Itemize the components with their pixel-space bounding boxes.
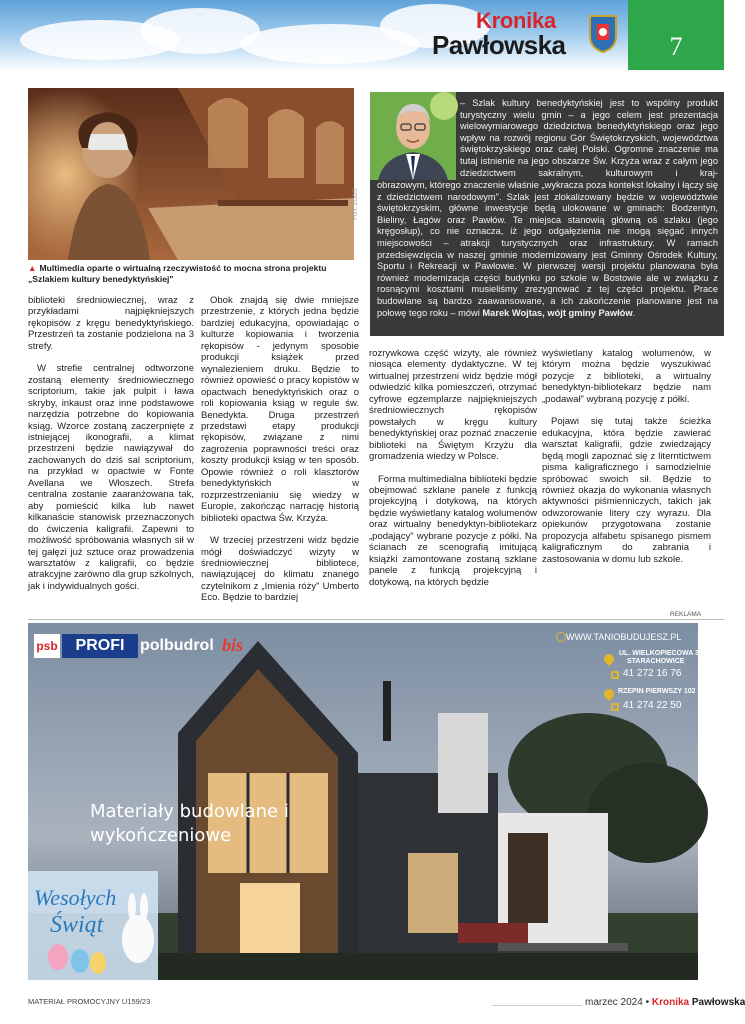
- store1-address-1: UL. WIELKOPIECOWA 3: [619, 650, 699, 657]
- paragraph: biblioteki średniowiecznej, wraz z przykładami najpiękniejszych rękopisów z kręgu benedyktyńskiego. Przestrzeń ta zostanie podzielona na 3 strefy.: [28, 295, 194, 352]
- ad-headline-line-1: Materiały budowlane i: [90, 801, 289, 822]
- polbudrol-logo: polbudrol: [140, 637, 214, 654]
- quote-end: .: [632, 307, 636, 318]
- globe-icon: [556, 632, 566, 642]
- photo-caption-text: Multimedia oparte o wirtualną rzeczywistość to mocna strona projektu „Szlakiem kultury benedyktyńskiej": [28, 263, 327, 284]
- portrait-photo: [370, 92, 456, 180]
- footer-issue: [585, 997, 745, 1008]
- paragraph: W trzeciej przestrzeni widz będzie mógł doświadczyć wizyty w średniowiecznej bibliotece, nawiązującej do klimatu znanego czytelnikom z „Imienia róży" Umberto Eco. Będzie to bardziej: [201, 535, 359, 604]
- vr-photo: [28, 88, 354, 260]
- photo-caption: [28, 263, 358, 285]
- ad-website: WWW.TANIOBUDUJESZ.PL: [566, 632, 682, 642]
- page-number: 7: [669, 32, 683, 61]
- phone-icon: [611, 703, 619, 711]
- ad-label: REKLAMA: [670, 611, 702, 618]
- store2-address: RZEPIN PIERWSZY 102: [618, 688, 696, 695]
- profi-logo: PROFI: [62, 634, 138, 658]
- paragraph: Obok znajdą się dwie mniejsze przestrzenie, z których jedna będzie bardziej edukacyjna, opowiadając o kulturze kopiowania i tworzenia rękopisów - jedynym sposobie produkcji książek przed wynalezieniem druku. Będzie to również opowieść o pracy kopistów w opactwach benedyktyńskich oraz o roli kopiowania ksiąg w regule św. Benedykta. Druga przestrzeń przedstawi etapy produkcji rękopisów, związane z nimi zagrożenia poprawności treści oraz koszty produkcji ksiąg w ten sposób. Opowie również o roli klasztorów benedyktyńskich w rozprzestrzenianiu się wiedzy w Europie, zakończąc narrację historią biblioteki opactwa Św. Krzyża.: [201, 295, 359, 524]
- easter-greeting-2: Świąt: [50, 912, 104, 938]
- polbudrol-bis-logo: bis: [222, 635, 244, 655]
- footer-brand-red: Kronika: [651, 997, 690, 1008]
- paragraph: wyświetlany katalog wolumenów, w którym można będzie wyszukiwać pozycje z biblioteki, a wirtualny benedyktyn-bibliotekarz będzie nam „podawał" wybraną pozycję z półki.: [542, 348, 711, 405]
- quote-text-top: – Szlak kultury benedyktyńskiej jest to wspólny produkt turystyczny wielu gmin – a jego celem jest prezentacja wielowymiarowego dziedzictwa benedyktyńskiego oraz jego wpływ na rozwój regionu Gór Świętokrzyskich, województwa świętokrzyskiego oraz całej Polski. Ogromne znaczenie ma tutaj istnienie na jego obszarze Św. Krzyża wraz z całym jego dziedzictwem sakralnym, kulturowym i kraj-: [460, 98, 718, 178]
- store1-phone: 41 272 16 76: [623, 668, 682, 679]
- paragraph: W strefie centralnej odtworzone zostaną elementy średniowiecznego scriptorium, takie jak pulpit i ława skryby, inkaust oraz inne podstawowe narzędzia potrzebne do kopiowania ksiąg. Wzorce zostaną zaczerpnięte z istniejącej ikonografii, a klimat przestrzeni będzie nawiązywał do zachowanych do dziś sal scriptorium, na przykład w opactwie w Fonte Avellana we Włoszech. Strefa centralna zostanie zaaranżowana tak, aby pomieścić kilka lub nawet kilkanaście stanowisk przeznaczonych do ćwiczenia kaligrafii. Zapewni to możliwość spróbowania własnych sił w tej gałęzi już sztuce oraz prowadzenia warsztatów z kaligrafii, co będzie atrakcyjne zarówno dla grup szkolnych, jak i indywidualnych gości.: [28, 363, 194, 592]
- ad-headline: [90, 800, 350, 848]
- footer-date: marzec 2024 •: [585, 997, 650, 1008]
- article-column-4: [542, 348, 711, 565]
- paragraph: rozrywkowa część wizyty, ale również niosąca elementy dydaktyczne. W tej wirtualnej przestrzeni widz będzie mógł odwiedzić kilka pomieszczeń, otrzymać cyfrowe egzemplarze najpiękniejszych średniowiecznych rękopisów powstałych w kręgu kultury benedyktyńskiej oraz poznać znaczenie biblioteki na Świętym Krzyżu dla gromadzenia wiedzy w Polsce.: [369, 348, 537, 463]
- quote-text-body: obrazowym, którego znaczenie właśnie „wykracza poza kontekst lokalny i łączy się z dziedzictwem narodowym". Szlak jest zlokalizowany będzie w województwie świętokrzyskim, główne inwestycje będą ulokowane w gminach: Bodzentyn, Bieliny, Łagów oraz Pawłów. Te miejsca stanowią główną oś szlaku (jego kręgosłup), co nie oznacza, iż jego odgałęzienia nie mogą sięgać innych miejscowości – atrakcji turystycznych oraz infrastruktury. W ramach przedsięwzięcia w naszej gminie modernizowany jest Gminny Ośrodek Kultury, Sportu i Rekreacji w Pawłowie. W pierwszej wersji projektu planowana była również modernizacja części budynku po szkole w Bostowie ale w związku z rosnącymi kosztami musieliśmy zrezygnować z tej części projektu. Prace budowlane są bardzo zaawansowane, a ich zakończenie planowane jest na połowę tego roku – mówi: [377, 180, 718, 318]
- store2-phone: 41 274 22 50: [623, 700, 682, 711]
- footer-divider: [492, 1005, 582, 1006]
- coat-of-arms-icon: [588, 14, 618, 54]
- brand-top: Kronika: [476, 8, 556, 33]
- easter-greeting-1: Wesołych: [34, 885, 117, 910]
- caption-arrow-icon: ▲: [28, 263, 37, 273]
- article-column-2: [201, 295, 359, 604]
- brand-logo: [432, 8, 592, 64]
- psb-logo: psb: [34, 634, 60, 658]
- quote-text-bottom: [377, 180, 718, 319]
- photo-credit: FOT. ZOGS: [353, 188, 359, 220]
- paragraph: Forma multimedialna biblioteki będzie obejmować szklane panele z funkcją projekcyjną i dotykową, na których będzie wyświetlany katalog wolumenów oraz wirtualny benedyktyn-bibliotekarz „podający" wybrane pozycje z półki. Na ścianach ze scenografią imitującą książki zamontowane zostaną szklane panele z funkcją projekcyjną i dotykową, na których będzie: [369, 473, 537, 588]
- footer-brand-black: Pawłowska: [691, 997, 745, 1008]
- promo-material-note: MATERIAŁ PROMOCYJNY U159/23: [28, 997, 151, 1006]
- store1-address-2: STARACHOWICE: [627, 658, 685, 665]
- article-column-1: [28, 295, 194, 592]
- brand-bottom: Pawłowska: [432, 30, 566, 60]
- article-column-3: [369, 348, 537, 588]
- ad-divider: [28, 619, 724, 620]
- paragraph: Pojawi się tutaj także ścieżka edukacyjna, która będzie zawierać warsztat kaligrafii, gdzie zwiedzający będą mogli zapoznać się z literntictwem pisma kaligraficznego i samodzielnie spróbować swoich sił. Będzie to również okazja do wykonania własnych aktywności piśmienniczych, takich jak odwzorowanie litery czy wyrazu. Dla opiekunów przygotowana zostanie propozycja alfabetu spisanego pismem kaligraficznym do zabrania i zastosowania w domu lub szkole.: [542, 416, 711, 565]
- quote-signature: Marek Wojtas, wójt gminy Pawłów: [482, 307, 633, 318]
- phone-icon: [611, 671, 619, 679]
- ad-headline-line-2: wykończeniowe: [90, 825, 232, 846]
